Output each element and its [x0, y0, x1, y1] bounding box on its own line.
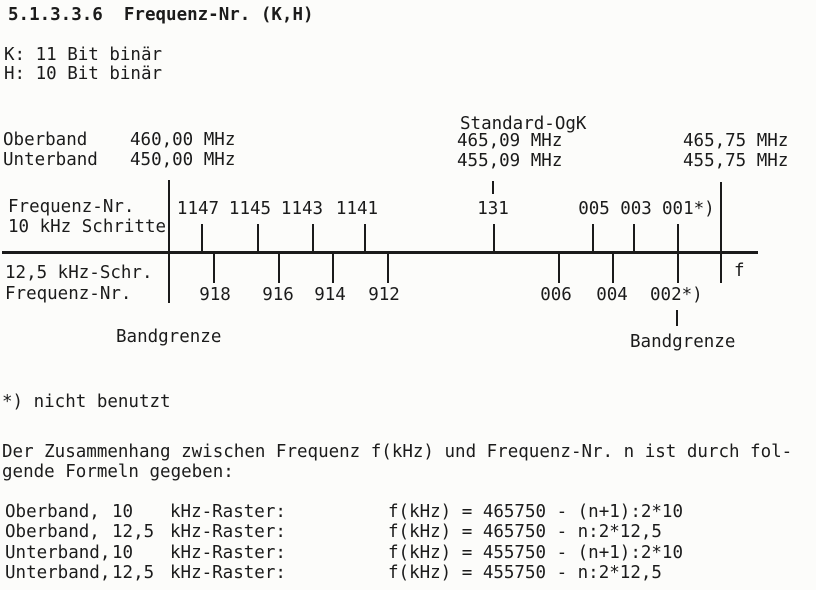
- formula-unit: kHz-Raster:: [170, 502, 286, 522]
- raster125-number: 916: [262, 285, 294, 305]
- raster10-label-line1: Frequenz-Nr.: [8, 197, 135, 217]
- formula-text: f(kHz) = 455750 - n:2*12,5: [388, 563, 662, 583]
- raster10-number: 001*): [662, 199, 715, 219]
- raster125-tick: [278, 253, 280, 283]
- definition-h: H: 10 Bit binär: [4, 64, 163, 84]
- formula-band: Unterband,: [5, 543, 111, 563]
- band-start-freq: 450,00 MHz: [130, 150, 236, 170]
- raster10-number: 1141: [335, 199, 379, 219]
- band-edge-line-left: [168, 180, 170, 303]
- raster10-number: 131: [477, 199, 509, 219]
- formula-band: Oberband,: [5, 502, 100, 522]
- formula-text: f(kHz) = 465750 - (n+1):2*10: [388, 502, 684, 522]
- formula-text: f(kHz) = 465750 - n:2*12,5: [388, 522, 662, 542]
- formula-raster: 10: [112, 502, 134, 522]
- raster10-tick: [201, 224, 203, 251]
- band-edge-freq: 455,75 MHz: [683, 151, 789, 171]
- band-ogk-freq: 455,09 MHz: [457, 151, 563, 171]
- raster10-number: 1145: [228, 199, 272, 219]
- raster125-label-line1: 12,5 kHz-Schr.: [5, 263, 153, 283]
- paragraph-line1: Der Zusammenhang zwischen Frequenz f(kHz) und Frequenz-Nr. n ist durch fol-: [2, 442, 793, 462]
- formula-unit: kHz-Raster:: [170, 563, 286, 583]
- raster125-tick: [558, 253, 560, 283]
- definition-k: K: 11 Bit binär: [4, 45, 163, 65]
- section-title: 5.1.3.3.6 Frequenz-Nr. (K,H): [8, 5, 314, 25]
- bandgrenze-label-right: Bandgrenze: [630, 332, 736, 352]
- raster125-number: 004: [596, 285, 628, 305]
- raster10-tick: [677, 224, 679, 251]
- formula-raster: 10: [112, 543, 134, 563]
- bandgrenze-label-left: Bandgrenze: [116, 327, 222, 347]
- raster125-tick: [332, 253, 334, 283]
- raster10-label-line2: 10 kHz Schritte: [8, 217, 167, 237]
- formula-unit: kHz-Raster:: [170, 522, 286, 542]
- raster125-number: 914: [314, 285, 346, 305]
- band-name: Unterband: [3, 150, 98, 170]
- raster10-tick: [364, 224, 366, 251]
- raster125-tick: [387, 253, 389, 283]
- formula-raster: 12,5: [112, 522, 155, 542]
- footnote: *) nicht benutzt: [2, 392, 171, 412]
- raster125-number: 918: [199, 285, 231, 305]
- formula-band: Unterband,: [5, 563, 111, 583]
- raster125-tick: [612, 253, 614, 283]
- raster10-tick: [633, 224, 635, 251]
- formula-unit: kHz-Raster:: [170, 543, 286, 563]
- frequency-axis-line: [2, 251, 758, 254]
- raster125-tick: [677, 253, 679, 283]
- formula-raster: 12,5: [112, 563, 155, 583]
- standard-ogk-tick: [492, 181, 494, 194]
- raster125-number: 002*): [650, 285, 703, 305]
- raster125-tick: [213, 253, 215, 283]
- band-start-freq: 460,00 MHz: [130, 130, 236, 150]
- raster10-tick: [312, 224, 314, 251]
- raster10-number: 005: [578, 199, 610, 219]
- band-edge-line-right: [720, 182, 722, 283]
- raster10-number: 003: [620, 199, 652, 219]
- raster125-label-line2: Frequenz-Nr.: [5, 284, 132, 304]
- paragraph-line2: gende Formeln gegeben:: [2, 462, 234, 482]
- raster10-tick: [257, 224, 259, 251]
- raster10-tick: [592, 224, 594, 251]
- band-edge-freq: 465,75 MHz: [683, 131, 789, 151]
- standard-ogk-label: Standard-OgK: [460, 114, 587, 134]
- raster10-tick: [493, 224, 495, 251]
- raster125-number: 006: [540, 285, 572, 305]
- bandgrenze-connector-tick: [676, 310, 678, 326]
- formula-text: f(kHz) = 455750 - (n+1):2*10: [388, 543, 684, 563]
- band-name: Oberband: [3, 130, 88, 150]
- raster125-number: 912: [368, 285, 400, 305]
- axis-f-label: f: [734, 261, 745, 281]
- band-ogk-freq: 465,09 MHz: [457, 131, 563, 151]
- formula-band: Oberband,: [5, 522, 100, 542]
- raster10-number: 1143: [280, 199, 324, 219]
- raster10-number: 1147: [176, 199, 220, 219]
